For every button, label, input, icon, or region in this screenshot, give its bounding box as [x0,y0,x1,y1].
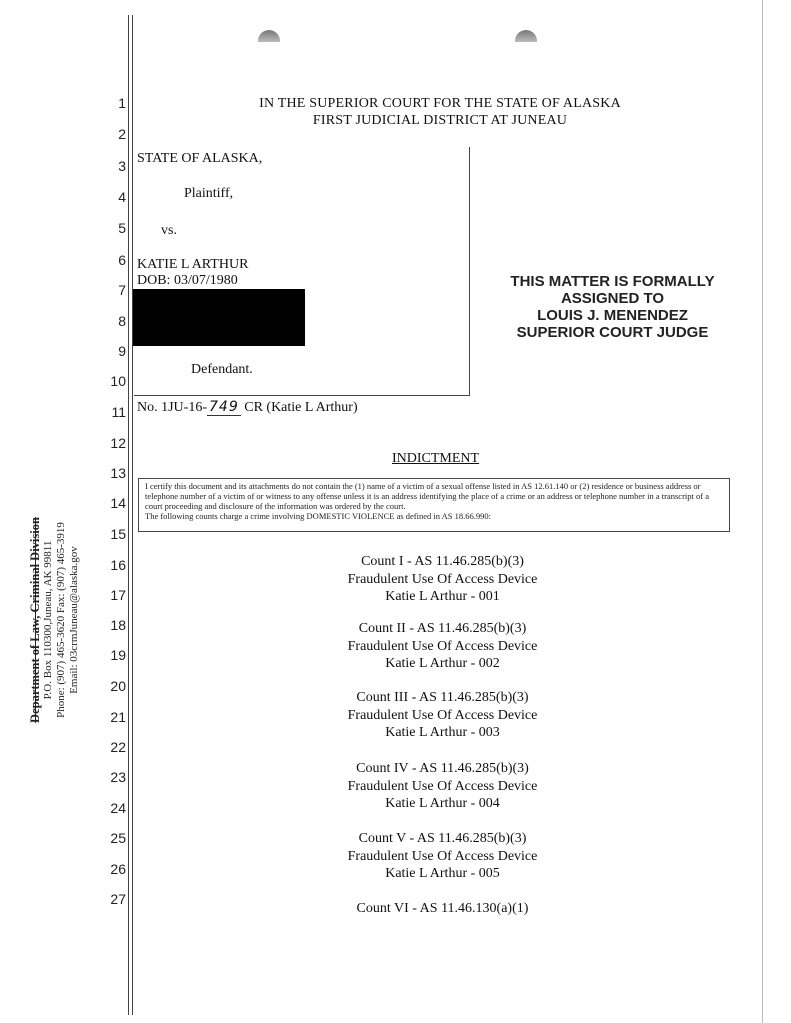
department-sidebar [29,517,81,723]
plaintiff-role: Plaintiff, [184,186,234,201]
plaintiff-name: STATE OF ALASKA, [137,151,263,166]
department-title: Department of Law, Criminal Division [28,517,42,723]
count-item [290,760,595,813]
line-number: 11 [111,404,126,420]
count-defendant: Katie L Arthur - 003 [385,725,500,740]
department-address: P.O. Box 110300,Juneau, AK 99811 [42,540,54,700]
defendant-name: KATIE L ARTHUR [137,257,249,272]
line-number: 6 [118,252,126,268]
line-number: 8 [118,313,126,329]
line-number: 5 [118,220,126,236]
count-offense: Fraudulent Use Of Access Device [347,638,538,654]
court-name: IN THE SUPERIOR COURT FOR THE STATE OF ALASKA [259,96,621,111]
punch-hole-left [258,30,280,42]
count-item [290,689,595,742]
count-item [290,553,595,606]
case-number [137,399,358,416]
stamp-line-4: SUPERIOR COURT JUDGE [516,324,709,341]
court-district: FIRST JUDICIAL DISTRICT AT JUNEAU [312,113,568,128]
count-item [290,620,595,673]
stamp-line-1: THIS MATTER IS FORMALLY [510,273,715,290]
count-heading: Count I - AS 11.46.285(b)(3) [361,554,524,569]
count-heading: Count II - AS 11.46.285(b)(3) [358,621,527,636]
margin-rule-left-inner [132,15,133,1015]
versus-label: vs. [161,223,177,238]
line-number: 13 [110,465,126,481]
document-title: INDICTMENT [392,451,480,466]
line-number: 23 [110,769,126,785]
domestic-violence-text: The following counts charge a crime involving DOMESTIC VIOLENCE as defined in AS 18.66.990: [145,511,492,521]
margin-rule-left-outer [128,15,129,1015]
count-defendant: Katie L Arthur - 004 [385,796,500,811]
line-number: 17 [110,587,126,603]
count-offense: Fraudulent Use Of Access Device [347,707,538,723]
case-number-handwritten: 749 [209,399,239,415]
certification-text: I certify this document and its attachments do not contain the (1) name of a victim of a sexual offense listed in AS 12.61.140 or (2) residence or business address or telephone number of a victim of or witness to any offense unless it is an address identifying the place of a crime or an address or telephone number in a transcript of a court proceeding and disclosure of the information was ordered by the court. [145,481,709,511]
department-phone: Phone: (907) 465-3620 Fax: (907) 465-3919 [55,522,67,718]
count-heading: Count III - AS 11.46.285(b)(3) [356,690,529,705]
line-number: 4 [118,189,126,205]
line-number: 7 [118,282,126,298]
line-number: 19 [110,647,126,663]
caption-right-border [469,147,470,395]
line-number: 22 [110,739,126,755]
line-number: 9 [118,343,126,359]
line-number: 3 [118,158,126,174]
defendant-role: Defendant. [191,362,253,377]
count-offense: Fraudulent Use Of Access Device [347,571,538,587]
margin-rule-right [762,0,763,1023]
line-number: 26 [110,861,126,877]
count-offense: Fraudulent Use Of Access Device [347,778,538,794]
count-heading: Count V - AS 11.46.285(b)(3) [358,831,527,846]
count-offense: Fraudulent Use Of Access Device [347,848,538,864]
line-number: 21 [110,709,126,725]
line-number: 15 [110,526,126,542]
punch-hole-right [515,30,537,42]
count-heading: Count IV - AS 11.46.285(b)(3) [356,761,529,776]
line-number: 16 [110,557,126,573]
line-number: 2 [118,126,126,142]
line-number: 20 [110,678,126,694]
stamp-line-2: ASSIGNED TO [560,290,665,307]
count-defendant: Katie L Arthur - 005 [385,866,500,881]
line-number: 24 [110,800,126,816]
redaction-block [133,289,305,346]
case-number-prefix: No. 1JU-16- [137,400,207,415]
count-item [290,830,595,883]
line-number: 10 [110,373,126,389]
line-number: 1 [118,95,126,111]
defendant-dob: DOB: 03/07/1980 [137,273,238,288]
case-number-suffix: CR (Katie L Arthur) [244,400,358,415]
line-number: 25 [110,830,126,846]
stamp-line-3: LOUIS J. MENENDEZ [537,307,688,324]
count-item [290,900,595,918]
department-email: Email: 03crmJuneau@alaska.gov [68,546,80,694]
caption-bottom-border [134,395,470,396]
certification-notice [138,478,730,532]
line-number: 12 [110,435,126,451]
line-number: 18 [110,617,126,633]
line-number: 14 [110,495,126,511]
line-number: 27 [110,891,126,907]
count-heading: Count VI - AS 11.46.130(a)(1) [356,901,529,916]
count-defendant: Katie L Arthur - 001 [385,589,500,604]
count-defendant: Katie L Arthur - 002 [385,656,500,671]
